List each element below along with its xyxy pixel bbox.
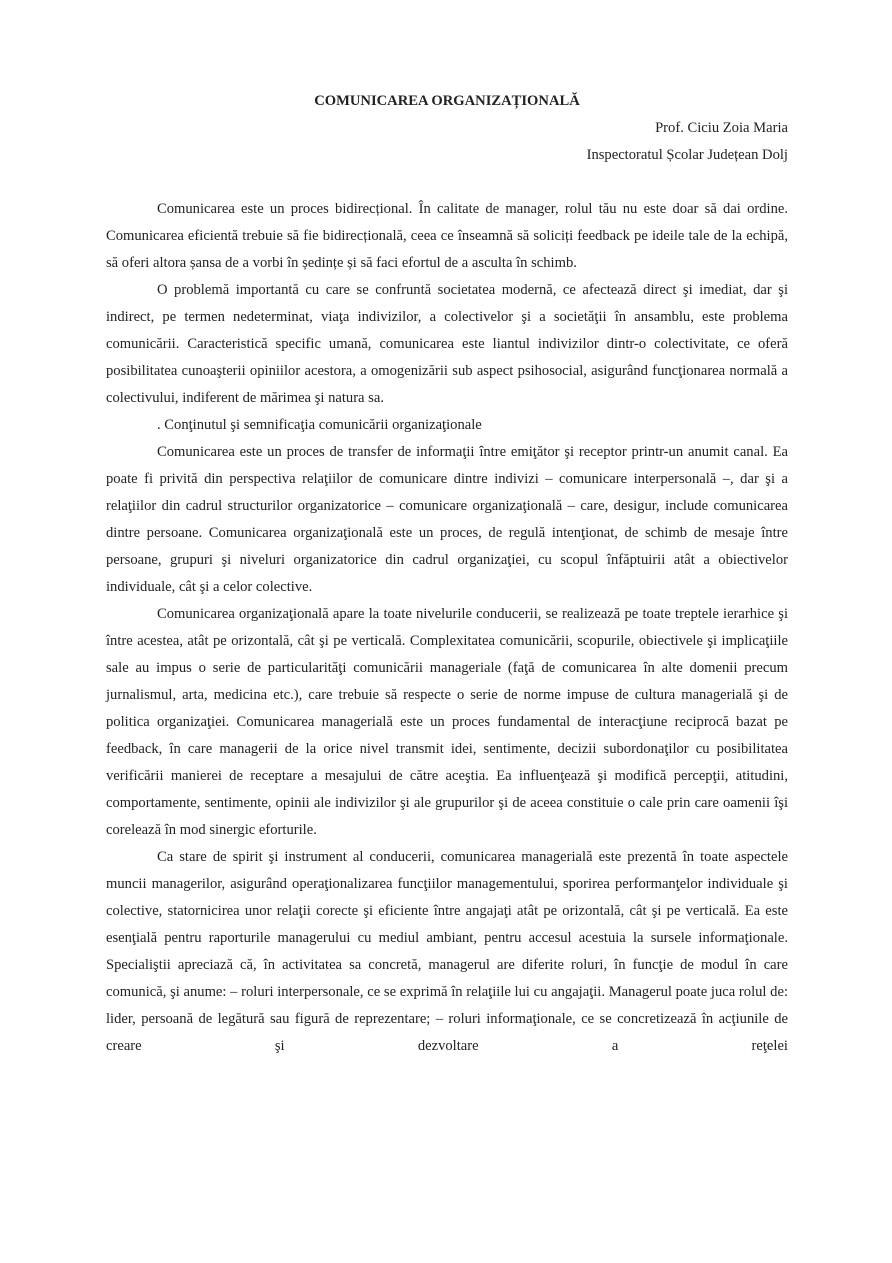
paragraph: Comunicarea este un proces de transfer de informaţii între emiţător şi receptor printr-un anumit canal. Ea poate fi privită din perspectiva relaţiilor de comunicare dintre indivizi – comunicare interpersonală –, dar şi a relaţiilor din cadrul structurilor organizatorice – comunicare organizaţională – care, desigur, include comunicarea dintre persoane. Comunicarea organizaţională este un proces, de regulă intenţionat, de schimb de mesaje între persoane, grupuri şi niveluri organizatorice din cadrul organizaţiei, cu scopul înfăptuirii atât a obiectivelor individuale, cât şi a celor colective. [106, 444, 788, 595]
blank-line [106, 169, 788, 196]
paragraph: Ca stare de spirit şi instrument al conducerii, comunicarea managerială este prezentă în toate aspectele muncii managerilor, asigurând operaţionalizarea funcţiilor managementului, sporirea performanţelor individuale şi colective, statornicirea unor relaţii corecte şi eficiente între angajaţi atât pe orizontală, cât şi pe verticală. Ea este esenţială pentru raporturile managerului cu mediul ambiant, pentru accesul acestuia la sursele informaţionale. Specialiştii apreciază că, în activitatea sa concretă, managerul are diferite roluri, în funcţie de modul în care comunică, şi anume: – roluri interpersonale, ce se exprimă în relaţiile lui cu angajaţii. Managerul poate juca rolul de: lider, persoană de legătură sau figură de reprezentare; – roluri informaţionale, ce se concretizează în acţiunile de creare şi dezvoltare a reţelei [106, 849, 788, 1054]
author-name: Prof. Ciciu Zoia Maria [655, 120, 788, 136]
section-heading: . Conţinutul şi semnificaţia comunicării organizaţionale [157, 417, 482, 433]
document-page [106, 88, 788, 1060]
document-title: COMUNICAREA ORGANIZAȚIONALĂ [314, 93, 580, 109]
paragraph: O problemă importantă cu care se confruntă societatea modernă, ce afectează direct şi imediat, dar şi indirect, pe termen nedeterminat, viaţa indivizilor, a colectivelor şi a societăţii în ansamblu, este problema comunicării. Caracteristică specific umană, comunicarea este liantul indivizilor dintr-o colectivitate, ce oferă posibilitatea cunoaşterii opiniilor acestora, a omogenizării sub aspect psihosocial, asigurând funcţionarea normală a colectivului, indiferent de mărimea şi natura sa. [106, 282, 788, 406]
paragraph: Comunicarea este un proces bidirecțional. În calitate de manager, rolul tău nu este doar să dai ordine. Comunicarea eficientă trebuie să fie bidirecțională, ceea ce înseamnă să soliciți feedback pe ideile tale de la echipă, să oferi altora șansa de a vorbi în ședințe și să faci efortul de a asculta în schimb. [106, 201, 788, 271]
author-institution: Inspectoratul Școlar Județean Dolj [586, 147, 788, 163]
paragraph: Comunicarea organizaţională apare la toate nivelurile conducerii, se realizează pe toate treptele ierarhice şi între acestea, atât pe orizontală, cât şi pe verticală. Complexitatea comunicării, scopurile, obiectivele şi implicaţiile sale au impus o serie de particularităţi comunicării manageriale (faţă de comunicarea în alte domenii precum jurnalismul, arta, medicina etc.), care trebuie să respecte o serie de norme impuse de cultura managerială şi de politica organizaţiei. Comunicarea managerială este un proces fundamental de interacţiune reciprocă bazat pe feedback, în care managerii de la orice nivel transmit idei, sentimente, decizii subordonaţilor cu posibilitatea verificării manierei de receptare a mesajului de către aceştia. Ea influenţează şi modifică percepţii, atitudini, comportamente, sentimente, opinii ale indivizilor şi ale grupurilor şi de aceea constituie o cale prin care oamenii îşi corelează în mod sinergic eforturile. [106, 606, 788, 838]
